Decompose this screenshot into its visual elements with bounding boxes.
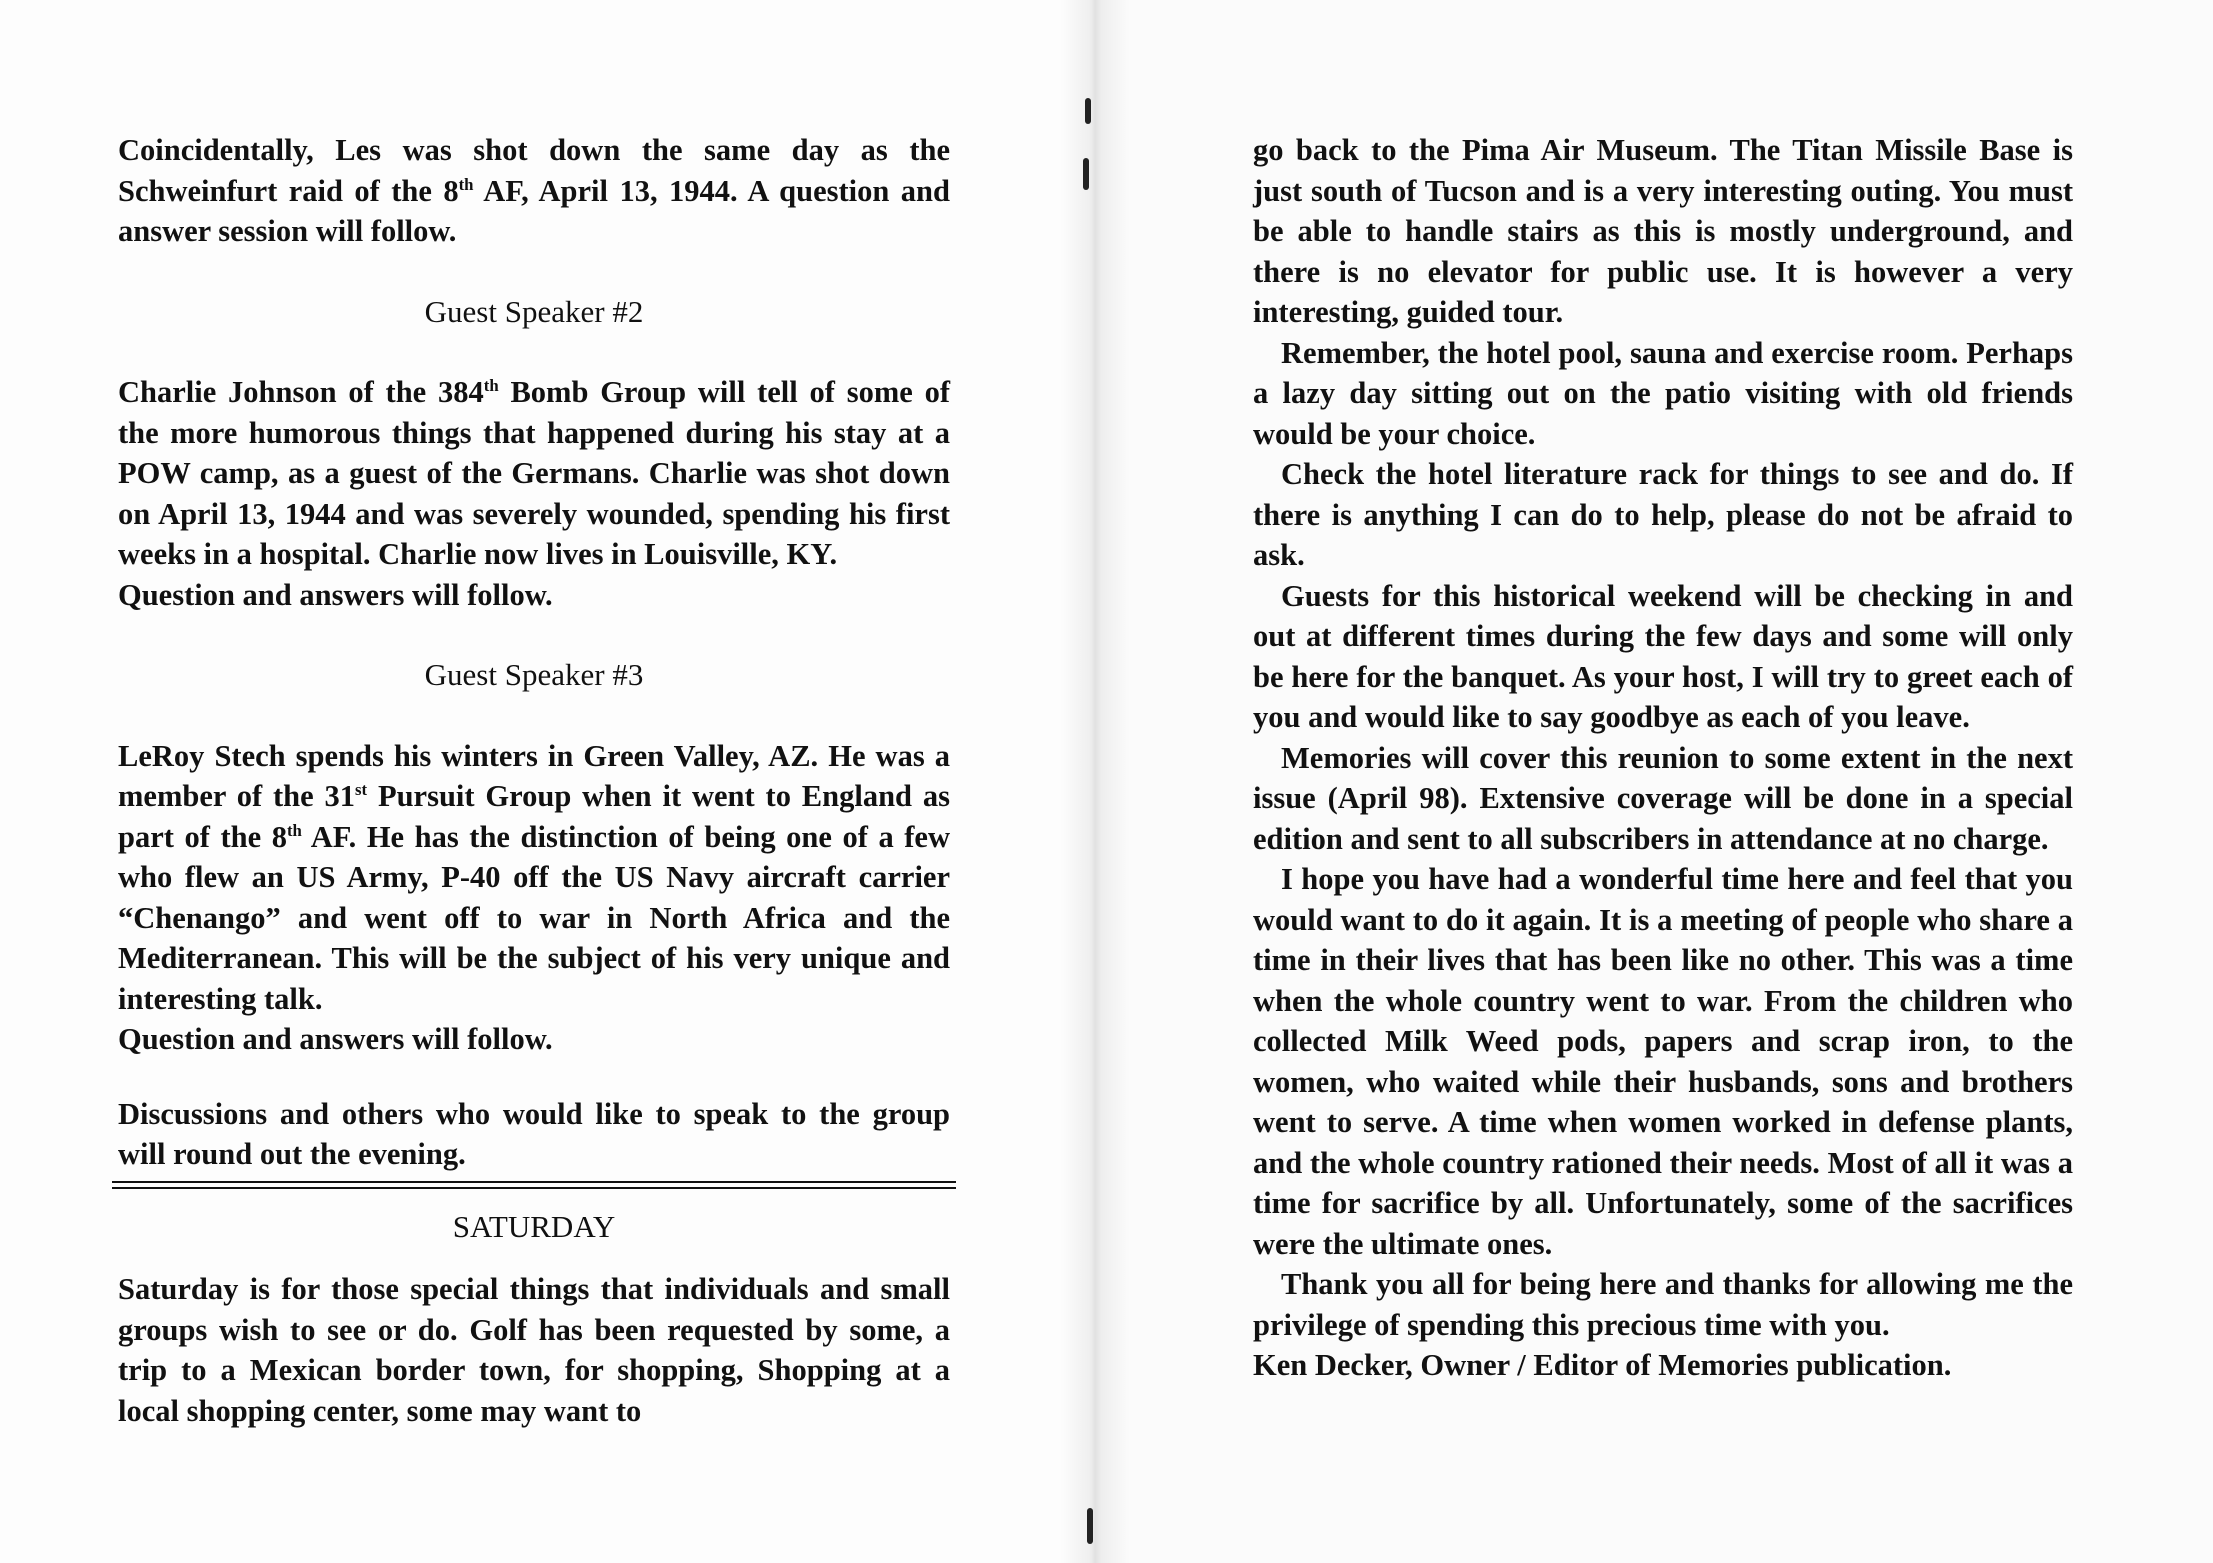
paragraph-discussions: Discussions and others who would like to speak to the group will round out the evening. [118,1096,950,1171]
heading-saturday: SATURDAY [452,1208,616,1244]
paragraph-qa-speaker-2: Question and answers will follow. [118,577,553,612]
paragraph-saturday: Saturday is for those special things that individuals and small groups wish to see or do. Golf has been requested by some, a trip to a Mexican border town, for shopping, Shopping at a local shopping center, some may want to [118,1272,950,1428]
paragraph-schweinfurt: Coincidentally, Les was shot down the same day as the Schweinfurt raid of the 8th AF, April 13, 1944. A question and answer session will follow. [118,133,950,248]
paragraph-wonderful-time: I hope you have had a wonderful time here and feel that you would want to do it again. It is a meeting of people who share a time in their lives that has been like no other. This was a time when the whole country went to war. From the children who collected Milk Weed pods, papers and scrap iron, to the women, who waited while their husbands, sons and brothers went to serve. A time when women worked in defense plants, and the whole country rationed their needs. Most of all it was a time for sacrifice by all. Unfortunately, some of the sacrifices were the ultimate ones. [1253,862,2073,1261]
paragraph-thank-you: Thank you all for being here and thanks for allowing me the privilege of spending this precious time with you. [1253,1267,2073,1342]
binding-gutter [1060,0,1130,1563]
paragraph-qa-speaker-3: Question and answers will follow. [118,1022,553,1056]
paragraph-pima-titan: go back to the Pima Air Museum. The Titan Missile Base is just south of Tucson and is a very interesting outing. You must be able to handle stairs as this is mostly underground, and there is no elevator for public use. It is however a very interesting, guided tour. [1253,133,2073,329]
heading-guest-speaker-3: Guest Speaker #3 [424,657,644,692]
staple-mark-bottom [1087,1508,1093,1544]
paragraph-memories-coverage: Memories will cover this reunion to some extent in the next issue (April 98). Extensive coverage will be done in a special edition and sent to all subscribers in attendance at no charge. [1253,740,2073,856]
paragraph-charlie-johnson: Charlie Johnson of the 384th Bomb Group will tell of some of the more humorous things that happened during his stay at a POW camp, as a guest of the Germans. Charlie was shot down on April 13, 1944 and was severely wounded, spending his first weeks in a hospital. Charlie now lives in Louisville, KY. [118,375,950,571]
paragraph-hotel-pool: Remember, the hotel pool, sauna and exercise room. Perhaps a lazy day sitting out on the patio visiting with old friends would be your choice. [1253,335,2073,451]
staple-mark-upper [1083,158,1089,190]
signature-line: Ken Decker, Owner / Editor of Memories publication. [1253,1348,1952,1382]
divider-rule-top [112,1181,956,1183]
staple-mark-top [1085,98,1091,124]
paragraph-guests: Guests for this historical weekend will be checking in and out at different times during the few days and some will only be here for the banquet. As your host, I will try to greet each of you and would like to say goodbye as each of you leave. [1253,578,2073,734]
heading-guest-speaker-2: Guest Speaker #2 [424,293,644,329]
paragraph-leroy-stech: LeRoy Stech spends his winters in Green Valley, AZ. He was a member of the 31st Pursuit Group when it went to England as part of the 8th AF. He has the distinction of being one of a few who flew an US Army, P-40 off the US Navy aircraft carrier “Chenango” and went off to war in North Africa and the Mediterranean. This will be the subject of his very unique and interesting talk. [118,738,950,1016]
right-text-column [1253,130,2073,1386]
left-text-column [118,130,950,1431]
paragraph-literature-rack: Check the hotel literature rack for things to see and do. If there is anything I can do to help, please do not be afraid to ask. [1253,457,2073,572]
